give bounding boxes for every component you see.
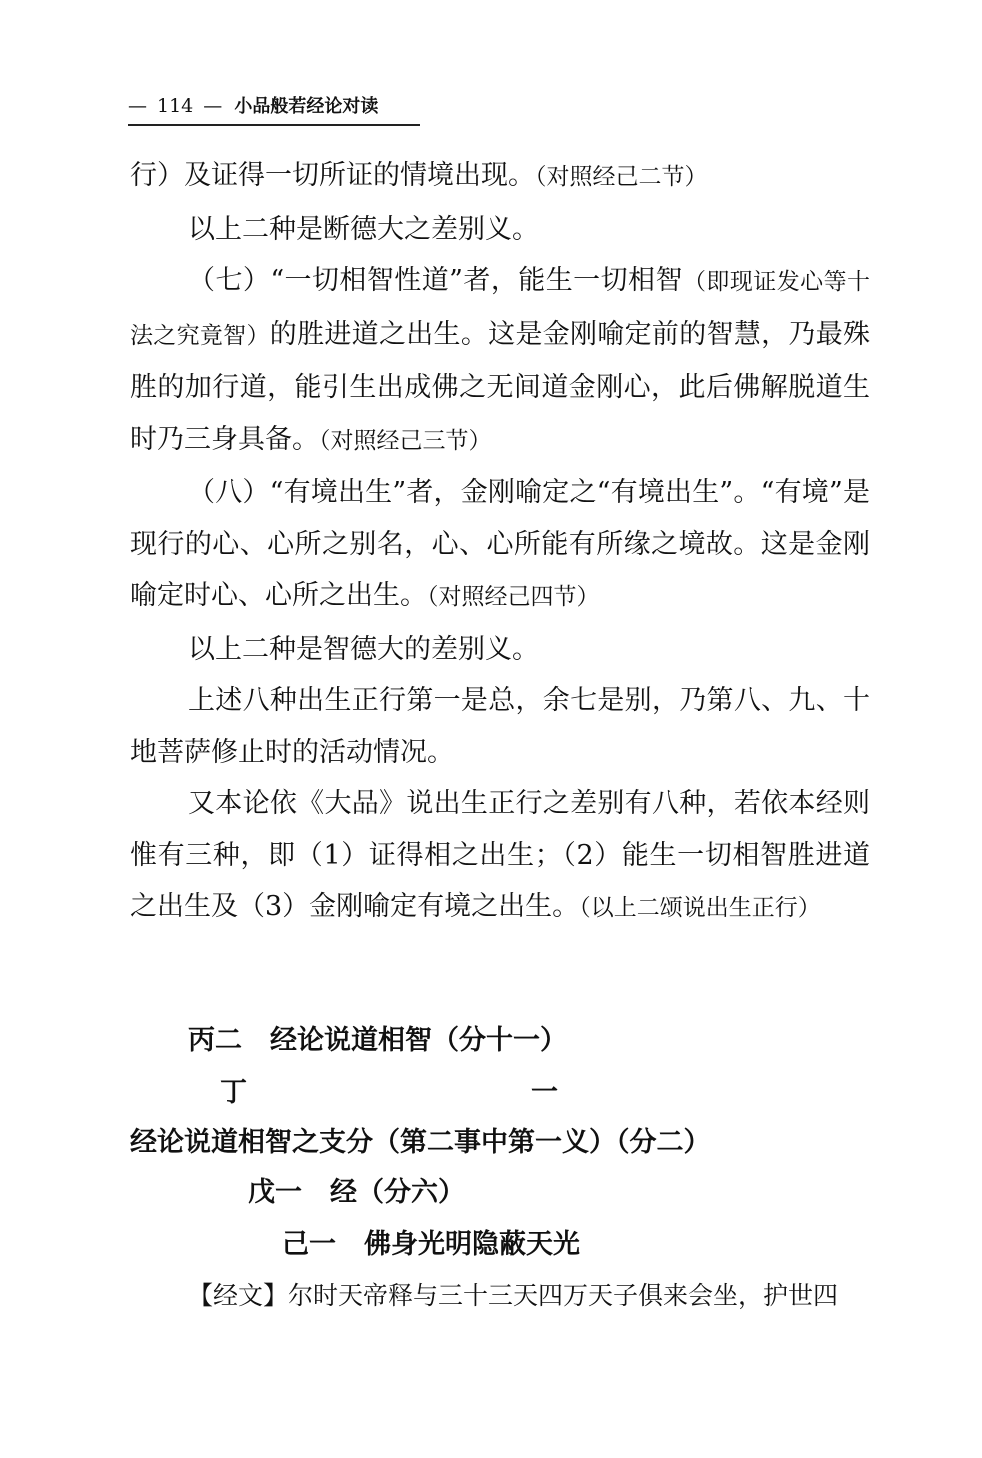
section-heading-wu: 戊一 经（分六） bbox=[248, 1177, 465, 1208]
running-header bbox=[128, 92, 420, 126]
section-heading-bing: 丙二 经论说道相智（分十一） bbox=[188, 1025, 567, 1056]
book-title: 小品般若经论对读 bbox=[234, 96, 379, 117]
paragraph: 以上二种是智德大的差别义。 bbox=[188, 633, 539, 665]
body-text bbox=[130, 150, 870, 935]
sutra-line: 尔时天帝释与三十三天四万天子俱来会坐，护世四 bbox=[288, 1281, 839, 1310]
paragraph: 以上二种是断德大之差别义。 bbox=[188, 213, 539, 245]
section-heading-ding: 丁一经论说道相智之支分（第二事中第一义）（分二） bbox=[130, 1077, 842, 1158]
paragraph: 又本论依《大品》说出生正行之差别有八种，若依本经则惟有三种，即（1）证得相之出生；（2）能生一切相智胜进道之出生及（3）金刚喻定有境之出生。（以上二颂说出生正行） bbox=[130, 788, 870, 922]
paragraph: 行）及证得一切所证的情境出现。（对照经己二节） bbox=[130, 160, 708, 191]
paragraph: （八）“有境出生”者，金刚喻定之“有境出生”。“有境”是现行的心、心所之别名，心、心所能有所缘之境故。这是金刚喻定时心、心所之出生。（对照经己四节） bbox=[130, 477, 870, 611]
header-dash-right: — bbox=[203, 95, 223, 117]
sutra-text bbox=[188, 1276, 838, 1312]
header-dash-left: — bbox=[128, 95, 147, 117]
paragraph: 上述八种出生正行第一是总，余七是别，乃第八、九、十地菩萨修止时的活动情况。 bbox=[130, 685, 870, 768]
section-heading-ji: 己一 佛身光明隐蔽天光 bbox=[282, 1229, 580, 1260]
page-number: 114 bbox=[157, 95, 194, 117]
paragraph: （七）“一切相智性道”者，能生一切相智（即现证发心等十法之究竟智）的胜进道之出生。这是金刚喻定前的智慧，乃最殊胜的加行道，能引生出成佛之无间道金刚心，此后佛解脱道生时乃三身具备。（对照经己三节） bbox=[130, 265, 871, 455]
sutra-tag: 【经文】 bbox=[188, 1281, 289, 1310]
